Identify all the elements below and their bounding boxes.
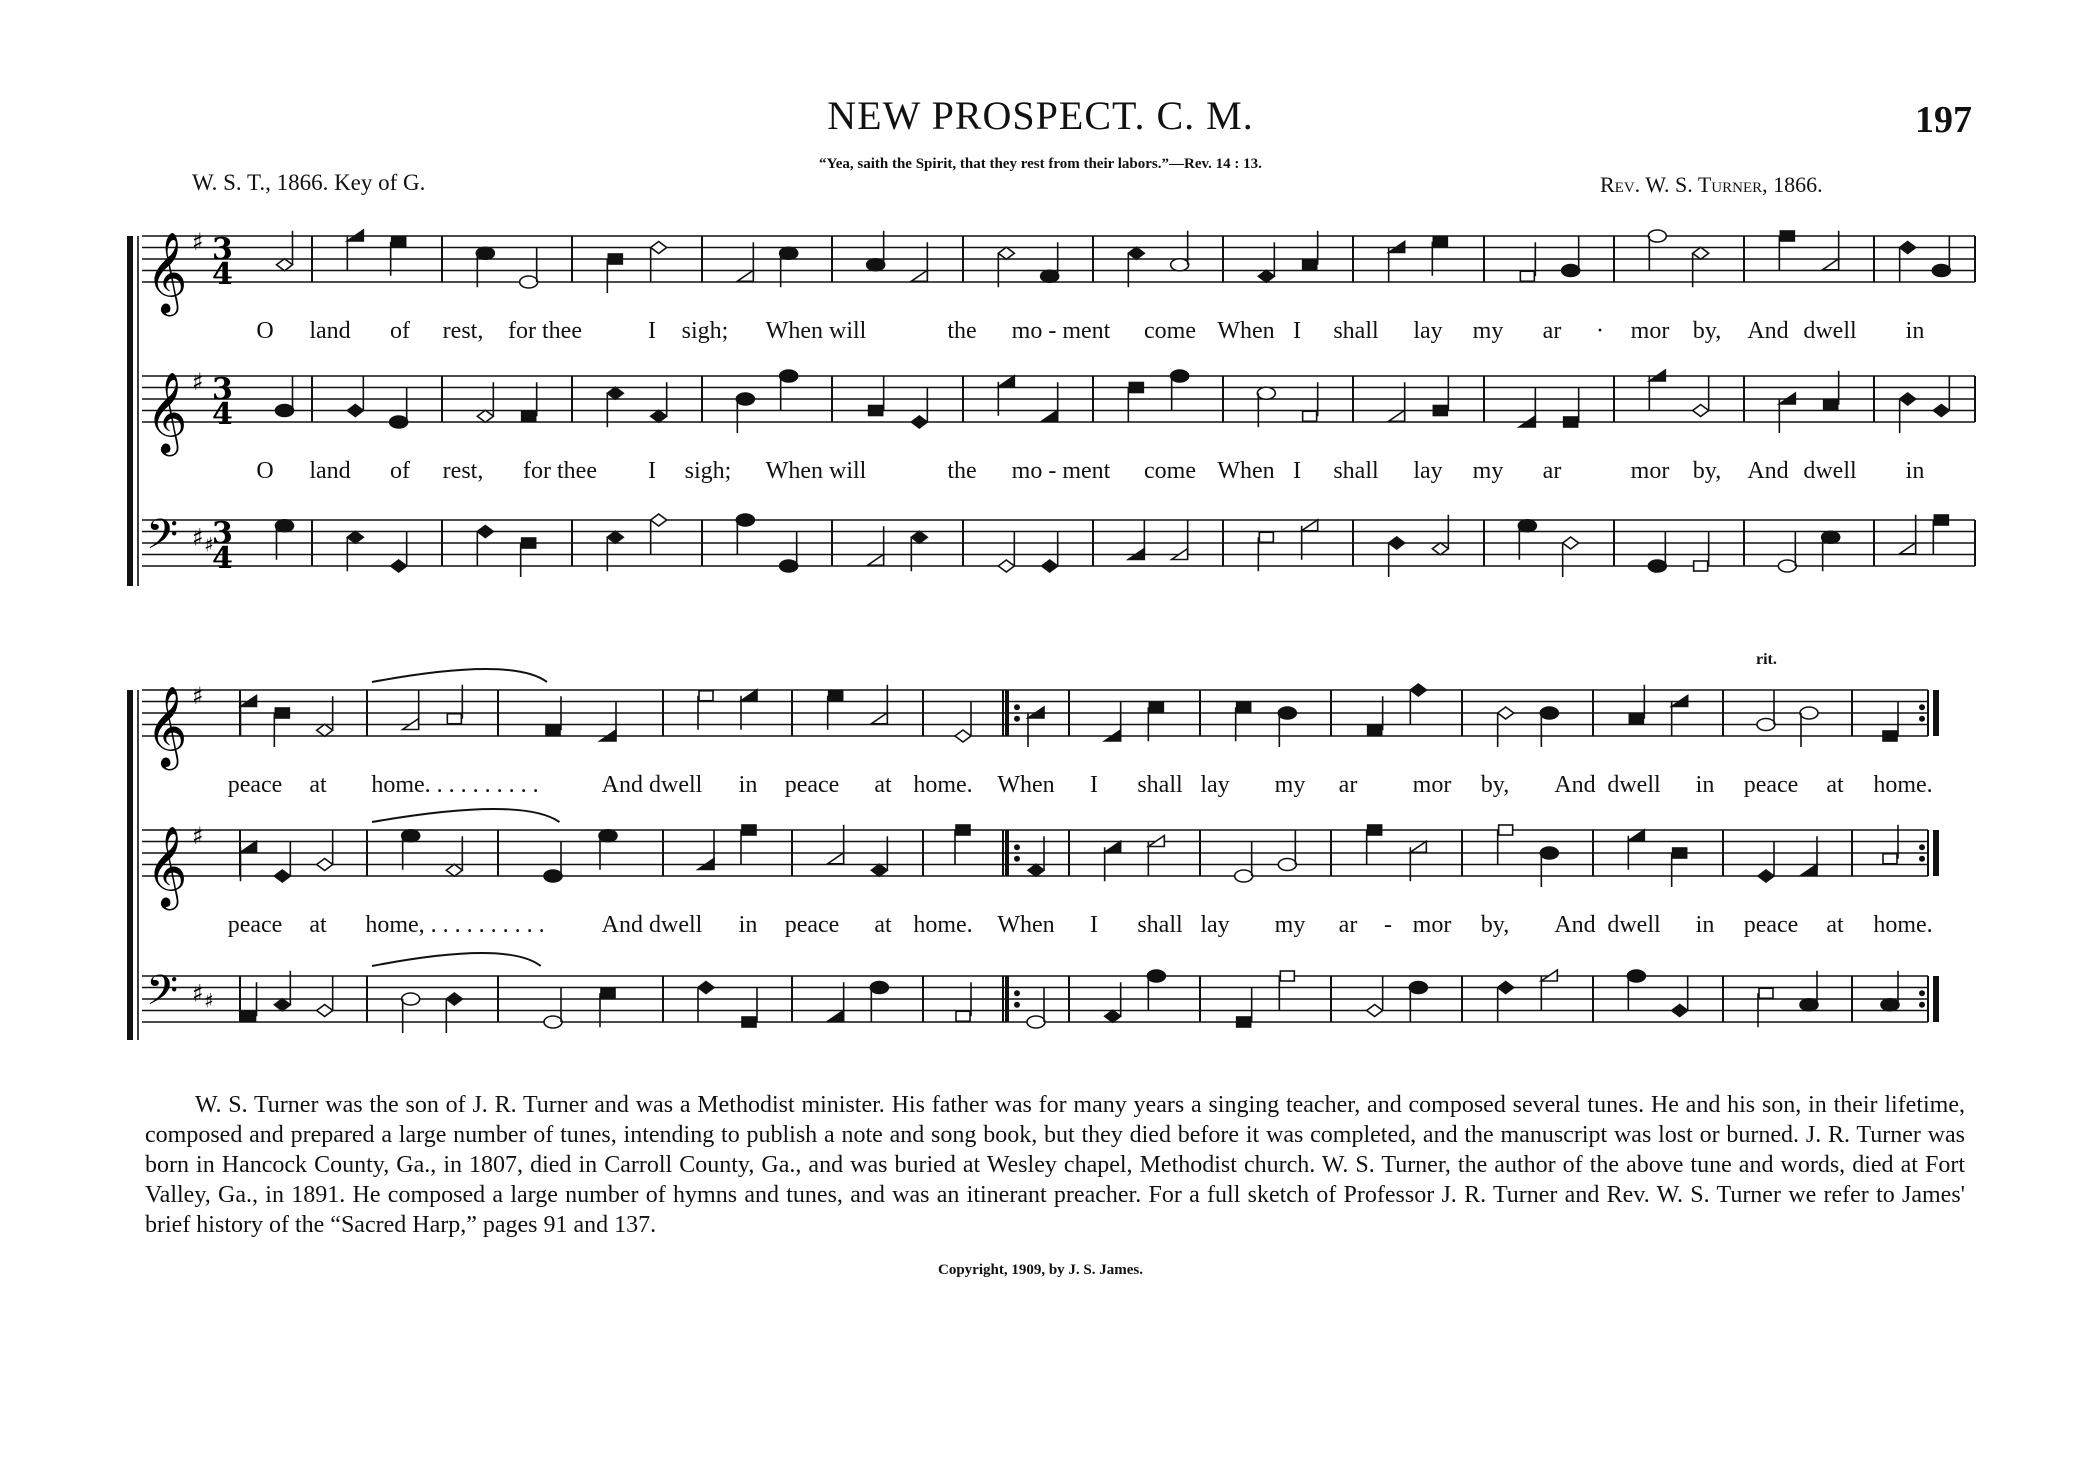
repeat-dot — [1014, 716, 1020, 722]
note-head-diamond — [274, 999, 290, 1011]
note-head-round — [276, 405, 294, 417]
note-head-diamond — [317, 724, 333, 736]
note-head-diamond — [1933, 405, 1949, 417]
note-head-square — [1303, 411, 1317, 421]
lyric-syllable: in — [1905, 318, 1925, 344]
note-head-diamond — [347, 405, 363, 417]
note-head-square — [1368, 725, 1382, 735]
note-head-square — [546, 725, 560, 735]
lyric-syllable: come — [1144, 458, 1196, 484]
lyric-syllable: I — [1090, 772, 1098, 798]
lyric-syllable: mor — [1630, 458, 1670, 484]
lyric-syllable: When will — [765, 458, 867, 484]
note-head-triangle — [1410, 841, 1426, 852]
note-head-round — [780, 560, 798, 572]
lyrics-system1-treble — [0, 318, 2081, 350]
note-head-square — [1129, 383, 1143, 393]
lyric-syllable: peace — [227, 912, 283, 938]
lyric-syllable: peace — [227, 772, 283, 798]
note-head-diamond — [911, 531, 927, 543]
lyric-syllable: ar — [1338, 912, 1358, 938]
lyric-syllable: for thee — [508, 318, 582, 344]
bass-clef-icon: 𝄢 — [146, 966, 179, 1025]
note-head-round — [867, 259, 885, 271]
note-head-diamond — [1900, 242, 1916, 254]
note-head-square — [1883, 731, 1897, 741]
lyric-syllable: the — [947, 458, 977, 484]
note-head-square — [1780, 231, 1794, 241]
lyric-syllable: of — [390, 318, 410, 344]
note-head-diamond — [1498, 982, 1514, 994]
note-head-round — [544, 870, 562, 882]
note-head-diamond — [607, 387, 623, 399]
note-head-square — [1564, 417, 1578, 427]
note-head-diamond — [1410, 684, 1426, 696]
lyric-syllable: my — [1472, 458, 1504, 484]
note-head-round — [390, 416, 408, 428]
note-head-square — [742, 1017, 756, 1027]
note-head-round — [1881, 999, 1899, 1011]
lyric-syllable: in — [1905, 458, 1925, 484]
lyric-syllable: mor — [1412, 772, 1452, 798]
note-head-round — [1171, 259, 1189, 271]
note-head-square — [1237, 702, 1251, 712]
note-head-diamond — [998, 247, 1014, 259]
note-head-square — [1883, 854, 1897, 864]
note-head-round — [520, 276, 538, 288]
note-head-round — [1409, 982, 1427, 994]
note-head-square — [275, 708, 289, 718]
note-head-square — [1759, 988, 1773, 998]
note-head-square — [1824, 400, 1838, 410]
lyric-syllable: home. — [1873, 912, 1933, 938]
treble-clef-icon: 𝄞 — [146, 231, 188, 313]
note-head-diamond — [955, 730, 971, 742]
note-head-triangle — [741, 690, 757, 701]
note-head-diamond — [1105, 1010, 1121, 1022]
lyric-syllable: When — [997, 772, 1055, 798]
biography-paragraph — [145, 1090, 1965, 1240]
repeat-dot — [1919, 704, 1925, 710]
lyric-syllable: peace — [784, 912, 840, 938]
lyric-syllable: lay — [1200, 772, 1230, 798]
lyric-syllable: · — [1596, 318, 1604, 344]
lyric-syllable: O — [256, 318, 274, 344]
note-head-round — [544, 1016, 562, 1028]
lyric-syllable: my — [1274, 772, 1306, 798]
note-head-round — [1822, 531, 1840, 543]
lyric-syllable: I — [648, 458, 656, 484]
lyric-syllable: at — [874, 912, 892, 938]
lyrics-system1-alto — [0, 458, 2081, 490]
lyric-syllable: home, . . . . . . . . . . — [365, 912, 545, 938]
lyric-syllable: in — [738, 772, 758, 798]
lyric-syllable: at — [309, 912, 327, 938]
note-head-triangle — [1302, 520, 1318, 531]
repeat-dot — [1919, 990, 1925, 996]
note-head-square — [1673, 848, 1687, 858]
note-head-round — [1562, 265, 1580, 277]
lyric-syllable: dwell — [1607, 772, 1661, 798]
note-head-round — [1235, 870, 1253, 882]
lyric-syllable: home. — [913, 912, 973, 938]
lyric-syllable: And — [1747, 458, 1789, 484]
note-head-round — [736, 393, 754, 405]
note-head-triangle — [868, 554, 884, 565]
treble-clef-icon: 𝄞 — [146, 371, 188, 453]
lyric-syllable: peace — [1743, 912, 1799, 938]
note-head-diamond — [391, 560, 407, 572]
note-head-diamond — [317, 859, 333, 871]
slur — [372, 953, 541, 966]
note-head-diamond — [1900, 393, 1916, 405]
scripture-epigraph: “Yea, saith the Spirit, that they rest from their labors.”—Rev. 14 : 13. — [819, 156, 1262, 172]
lyric-syllable: When — [1217, 458, 1275, 484]
bass-clef-icon: 𝄢 — [146, 510, 179, 569]
lyric-syllable: of — [390, 458, 410, 484]
note-head-diamond — [1498, 707, 1514, 719]
note-head-diamond — [1389, 537, 1405, 549]
note-head-triangle — [241, 841, 257, 852]
key-sharp-icon: ♯ — [192, 227, 204, 256]
note-head-round — [1800, 707, 1818, 719]
lyric-syllable: my — [1472, 318, 1504, 344]
lyric-syllable: rest, — [442, 318, 484, 344]
slur — [372, 669, 547, 682]
lyric-syllable: mo - ment — [1011, 458, 1111, 484]
biography-text: W. S. Turner was the son of J. R. Turner and was a Methodist minister. His father was for many years a singing teacher, and composed several tunes. He and his son, in their lifetime, composed and prepared a large number of tunes, intending to publish a note and song book, but they died before it was completed, and the manuscript was lost or burned. J. R. Turner was born in Hancock County, Ga., in 1807, died in Carroll County, Ga., and was buried at Wesley chapel, Methodist church. W. S. Turner, the author of the above tune and words, died at Fort Valley, Ga., in 1891. He composed a large number of hymns and tunes, and was an itinerant preacher. For a full sketch of Professor J. R. Turner and Rev. W. S. Turner we refer to James' brief history of the “Sacred Harp,” pages 91 and 137. — [145, 1092, 1965, 1238]
note-head-diamond — [651, 242, 667, 254]
note-head-diamond — [446, 864, 462, 876]
time-signature-denominator: 4 — [212, 541, 233, 576]
note-head-round — [1278, 859, 1296, 871]
note-head-square — [601, 988, 615, 998]
note-head-square — [1520, 271, 1534, 281]
lyric-syllable: I — [648, 318, 656, 344]
note-head-square — [1149, 702, 1163, 712]
lyric-syllable: And — [1554, 912, 1596, 938]
note-head-diamond — [1758, 870, 1774, 882]
lyric-syllable: When — [997, 912, 1055, 938]
note-head-square — [522, 411, 536, 421]
lyric-syllable: lay — [1413, 458, 1443, 484]
note-head-round — [1540, 707, 1558, 719]
repeat-dot — [1014, 704, 1020, 710]
note-head-round — [1171, 370, 1189, 382]
repeat-dot — [1014, 1002, 1020, 1008]
lyric-syllable: at — [309, 772, 327, 798]
lyric-syllable: And — [1747, 318, 1789, 344]
lyric-syllable: ar — [1338, 772, 1358, 798]
note-head-diamond — [871, 864, 887, 876]
note-head-diamond — [277, 259, 293, 271]
note-head-diamond — [477, 410, 493, 422]
lyric-syllable: come — [1144, 318, 1196, 344]
note-head-triangle — [828, 1010, 844, 1021]
lyric-syllable: the — [947, 318, 977, 344]
key-sharp-icon: ♯ — [192, 522, 204, 552]
note-head-round — [1147, 970, 1165, 982]
note-head-round — [870, 982, 888, 994]
slur — [372, 809, 560, 822]
note-head-diamond — [911, 416, 927, 428]
lyric-syllable: home. — [913, 772, 973, 798]
note-head-diamond — [998, 560, 1014, 572]
note-head-diamond — [347, 531, 363, 543]
note-head-square — [1303, 260, 1317, 270]
note-head-round — [1932, 265, 1950, 277]
lyric-syllable: shall — [1137, 912, 1183, 938]
note-head-square — [1237, 1017, 1251, 1027]
note-head-triangle — [911, 270, 927, 281]
note-head-square — [1368, 825, 1382, 835]
note-head-round — [476, 247, 494, 259]
note-head-square — [608, 254, 622, 264]
lyric-syllable: home. . . . . . . . . . — [371, 772, 539, 798]
lyric-syllable: dwell — [1803, 458, 1857, 484]
note-head-diamond — [1258, 270, 1274, 282]
note-head-square — [1694, 561, 1708, 571]
lyric-syllable: shall — [1333, 318, 1379, 344]
note-head-diamond — [1432, 543, 1448, 555]
lyric-syllable: I — [1293, 458, 1301, 484]
note-head-diamond — [1672, 1005, 1688, 1017]
lyric-syllable: And dwell — [601, 912, 703, 938]
note-head-triangle — [1823, 259, 1839, 270]
note-head-square — [956, 825, 970, 835]
lyric-syllable: in — [738, 912, 758, 938]
copyright-line: Copyright, 1909, by J. S. James. — [937, 1262, 1143, 1278]
repeat-dot — [1014, 844, 1020, 850]
note-head-round — [1627, 970, 1645, 982]
note-head-triangle — [1628, 830, 1644, 841]
note-head-round — [599, 830, 617, 842]
note-head-diamond — [1028, 864, 1044, 876]
lyrics-system2-alto — [0, 912, 2081, 944]
lyric-syllable: sigh; — [684, 458, 732, 484]
lyric-syllable: by, — [1480, 772, 1510, 798]
lyric-syllable: When will — [765, 318, 867, 344]
note-head-square — [956, 1011, 970, 1021]
treble-clef-icon: 𝄞 — [146, 685, 188, 767]
ritardando-mark: rit. — [1756, 651, 1777, 668]
lyric-syllable: I — [1090, 912, 1098, 938]
lyric-syllable: And dwell — [601, 772, 703, 798]
repeat-dot — [1919, 856, 1925, 862]
note-head-round — [1757, 719, 1775, 731]
lyric-syllable: peace — [784, 772, 840, 798]
lyric-syllable: in — [1695, 912, 1715, 938]
lyric-syllable: peace — [1743, 772, 1799, 798]
lyric-syllable: sigh; — [681, 318, 729, 344]
note-head-square — [242, 1011, 256, 1021]
treble-clef-icon: 𝄞 — [146, 825, 188, 907]
repeat-dot — [1919, 844, 1925, 850]
lyric-syllable: for thee — [523, 458, 597, 484]
lyric-syllable: in — [1695, 772, 1715, 798]
tune-title: NEW PROSPECT. C. M. — [827, 93, 1254, 138]
lyric-syllable: rest, — [442, 458, 484, 484]
time-signature-denominator: 4 — [212, 257, 233, 292]
lyric-syllable: And — [1554, 772, 1596, 798]
note-head-square — [1280, 971, 1294, 981]
key-sharp-icon: ♯ — [192, 681, 204, 710]
lyric-syllable: mor — [1412, 912, 1452, 938]
lyric-syllable: mor — [1630, 318, 1670, 344]
note-head-triangle — [828, 853, 844, 864]
note-head-square — [699, 691, 713, 701]
time-signature-denominator: 4 — [212, 397, 233, 432]
key-sharp-icon: ♯ — [192, 367, 204, 396]
note-head-square — [829, 691, 843, 701]
note-head-diamond — [317, 1005, 333, 1017]
note-head-round — [780, 370, 798, 382]
note-head-square — [1259, 532, 1273, 542]
note-head-round — [780, 247, 798, 259]
lyric-syllable: at — [1826, 912, 1844, 938]
note-head-round — [1257, 387, 1275, 399]
lyric-syllable: at — [874, 772, 892, 798]
note-head-square — [447, 714, 461, 724]
note-head-round — [276, 520, 294, 532]
note-head-diamond — [1563, 537, 1579, 549]
key-sharp-icon: ♯ — [204, 988, 214, 1013]
note-head-square — [1433, 237, 1447, 247]
key-sharp-icon: ♯ — [192, 821, 204, 850]
lyric-syllable: ar — [1542, 318, 1562, 344]
note-head-diamond — [1128, 247, 1144, 259]
lyric-syllable: I — [1293, 318, 1301, 344]
lyric-syllable: lay — [1413, 318, 1443, 344]
time-signature-numerator: 3 — [212, 232, 233, 267]
time-signature-numerator: 3 — [212, 372, 233, 407]
words-credit-and-key: W. S. T., 1866. Key of G. — [192, 170, 426, 195]
note-head-diamond — [1693, 247, 1709, 259]
lyric-syllable: dwell — [1607, 912, 1661, 938]
note-head-round — [1518, 520, 1536, 532]
note-head-square — [869, 406, 883, 416]
lyric-syllable: O — [256, 458, 274, 484]
note-head-square — [742, 825, 756, 835]
note-head-triangle — [1389, 410, 1405, 421]
note-head-diamond — [477, 526, 493, 538]
note-head-triangle — [1105, 841, 1121, 852]
note-head-round — [402, 993, 420, 1005]
lyric-syllable: land — [309, 458, 351, 484]
lyric-syllable: my — [1274, 912, 1306, 938]
note-head-triangle — [737, 270, 753, 281]
note-head-diamond — [1042, 560, 1058, 572]
lyric-syllable: by, — [1692, 318, 1722, 344]
note-head-triangle — [998, 376, 1014, 387]
note-head-diamond — [651, 514, 667, 526]
key-sharp-icon: ♯ — [192, 978, 204, 1008]
lyric-syllable: When — [1217, 318, 1275, 344]
note-head-square — [1499, 825, 1513, 835]
note-head-triangle — [1900, 543, 1916, 554]
note-head-triangle — [1042, 410, 1058, 421]
note-head-round — [1041, 270, 1059, 282]
repeat-dot — [1919, 716, 1925, 722]
repeat-dot — [1014, 990, 1020, 996]
repeat-dot — [1014, 856, 1020, 862]
note-head-triangle — [871, 713, 887, 724]
lyrics-system2-treble — [0, 772, 2081, 804]
note-head-diamond — [607, 531, 623, 543]
note-head-diamond — [446, 993, 462, 1005]
lyric-syllable: home. — [1873, 772, 1933, 798]
note-head-triangle — [1801, 864, 1817, 875]
lyric-syllable: shall — [1333, 458, 1379, 484]
page-number: 197 — [1915, 99, 1972, 141]
lyric-syllable: by, — [1480, 912, 1510, 938]
note-head-diamond — [1693, 405, 1709, 417]
lyric-syllable: shall — [1137, 772, 1183, 798]
repeat-dot — [1919, 1002, 1925, 1008]
lyric-syllable: ar — [1542, 458, 1562, 484]
note-head-diamond — [274, 870, 290, 882]
note-head-round — [1800, 999, 1818, 1011]
lyric-syllable: dwell — [1803, 318, 1857, 344]
note-head-round — [1648, 230, 1666, 242]
note-head-square — [392, 237, 406, 247]
lyric-syllable: land — [309, 318, 351, 344]
lyric-syllable: lay — [1200, 912, 1230, 938]
composer-credit: Rev. W. S. Turner, 1866. — [1600, 172, 1823, 197]
lyric-syllable: mo - ment — [1011, 318, 1111, 344]
note-head-square — [1934, 515, 1948, 525]
note-head-diamond — [698, 982, 714, 994]
note-head-square — [522, 538, 536, 548]
note-head-round — [1540, 847, 1558, 859]
note-head-round — [1648, 560, 1666, 572]
note-head-diamond — [1367, 1005, 1383, 1017]
note-head-round — [1278, 707, 1296, 719]
note-head-round — [1027, 1016, 1045, 1028]
lyric-syllable: - — [1384, 912, 1392, 938]
note-head-round — [402, 830, 420, 842]
time-signature-numerator: 3 — [212, 516, 233, 551]
note-head-square — [1629, 714, 1643, 724]
key-sharp-icon: ♯ — [204, 532, 214, 557]
note-head-square — [1433, 406, 1447, 416]
note-head-round — [736, 514, 754, 526]
lyric-syllable: at — [1826, 772, 1844, 798]
note-head-diamond — [651, 410, 667, 422]
note-head-round — [1778, 560, 1796, 572]
lyric-syllable: by, — [1692, 458, 1722, 484]
